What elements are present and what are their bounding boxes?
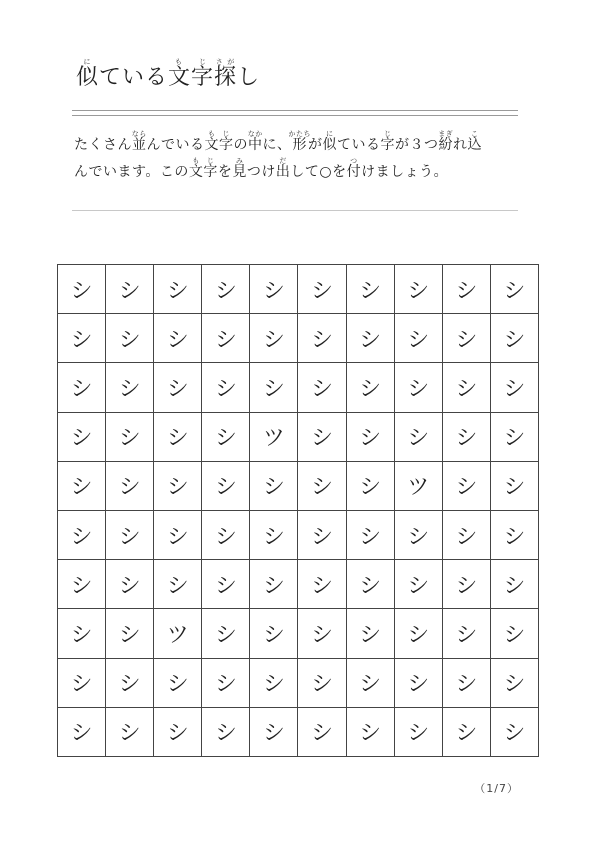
text-run: を [217,164,233,180]
ruby-word: 似に [76,58,100,90]
grid-cell[interactable]: シ [395,659,443,708]
grid-cell[interactable]: シ [202,560,250,609]
ruby-word: 文字もじ [204,130,234,153]
ruby-word: 紛まぎ [438,130,454,153]
grid-cell[interactable]: シ [154,560,202,609]
grid-cell[interactable]: シ [250,511,298,560]
ruby-word: 込こ [467,130,482,153]
text-run: んでいる [146,137,205,153]
furigana: もじ [204,130,234,138]
grid-cell[interactable]: シ [58,363,106,412]
grid-cell[interactable]: シ [58,708,106,757]
grid-cell[interactable]: シ [347,314,395,363]
text-run: んでいます。この [74,164,189,180]
grid-cell[interactable]: シ [154,708,202,757]
ruby-word: 探さが [214,58,238,90]
grid-cell[interactable]: シ [443,462,491,511]
grid-cell[interactable]: シ [298,314,346,363]
grid-cell[interactable]: シ [298,511,346,560]
grid-cell[interactable]: シ [202,462,250,511]
grid-cell[interactable]: シ [395,708,443,757]
text-run: し [237,65,261,90]
grid-cell[interactable]: シ [347,363,395,412]
grid-cell[interactable]: シ [106,609,154,658]
text-run: つけ [246,164,276,180]
page-title [76,58,260,93]
grid-cell[interactable]: シ [395,511,443,560]
grid-cell[interactable]: シ [443,659,491,708]
grid-cell[interactable]: シ [106,560,154,609]
grid-cell[interactable]: シ [202,609,250,658]
grid-cell[interactable]: シ [298,708,346,757]
instructions [74,130,526,184]
grid-cell[interactable]: シ [347,462,395,511]
furigana: もじ [168,58,215,66]
grid-cell[interactable]: シ [106,511,154,560]
grid-cell[interactable]: シ [443,314,491,363]
grid-cell[interactable]: シ [202,314,250,363]
grid-cell[interactable]: シ [154,363,202,412]
grid-cell[interactable]: シ [347,708,395,757]
grid-cell[interactable]: シ [347,560,395,609]
grid-cell[interactable]: シ [395,265,443,314]
text-run: ている [99,65,169,90]
furigana: み [232,157,247,165]
grid-cell[interactable]: シ [154,659,202,708]
grid-cell[interactable]: シ [395,609,443,658]
furigana: まぎ [438,130,454,138]
grid-cell[interactable]: シ [106,265,154,314]
furigana: に [76,58,99,66]
furigana: こ [467,130,482,138]
grid-cell[interactable]: シ [491,708,539,757]
grid-cell[interactable]: シ [491,560,539,609]
grid-cell[interactable]: シ [298,609,346,658]
grid-cell[interactable]: シ [491,462,539,511]
grid-cell[interactable]: シ [106,462,154,511]
furigana: つ [346,157,362,165]
furigana: なら [131,130,147,138]
text-run: の [233,137,248,153]
furigana: じ [380,130,395,138]
grid-cell[interactable]: シ [250,708,298,757]
grid-cell[interactable]: シ [347,511,395,560]
grid-cell[interactable]: シ [202,511,250,560]
grid-cell[interactable]: シ [491,413,539,462]
grid-cell[interactable]: シ [250,314,298,363]
grid-cell[interactable]: シ [58,511,106,560]
instructions-line-1 [74,130,526,157]
grid-cell[interactable]: シ [58,265,106,314]
grid-cell[interactable]: シ [58,462,106,511]
instructions-divider [72,210,518,211]
ruby-word: 字じ [380,130,395,153]
grid-cell[interactable]: シ [250,560,298,609]
grid-cell[interactable]: シ [395,413,443,462]
grid-cell[interactable]: シ [443,511,491,560]
text-run: が [308,137,323,153]
grid-cell[interactable]: シ [491,659,539,708]
grid-cell[interactable]: シ [106,413,154,462]
text-run: れ [453,137,468,153]
title-divider [72,110,518,116]
text-run: けましょう。 [361,164,449,180]
grid-cell[interactable]: シ [443,609,491,658]
character-grid [57,264,539,757]
furigana: さが [214,58,238,66]
text-run: たくさん [74,137,132,153]
grid-cell[interactable]: シ [106,314,154,363]
grid-cell[interactable]: シ [443,265,491,314]
ruby-word: 付つ [346,157,362,180]
page-number: （1/7） [474,782,519,795]
grid-cell[interactable]: シ [443,708,491,757]
furigana: かたち [288,130,311,138]
grid-cell[interactable]: シ [106,363,154,412]
ruby-word: 中なか [247,130,263,153]
grid-cell[interactable]: シ [443,560,491,609]
text-run: が３つ [395,137,439,153]
grid-cell[interactable]: シ [395,314,443,363]
grid-cell[interactable]: シ [202,265,250,314]
grid-cell[interactable]: シ [250,659,298,708]
grid-cell[interactable]: シ [395,363,443,412]
furigana: もじ [188,157,218,165]
grid-cell[interactable]: シ [347,413,395,462]
ruby-word: 文字もじ [168,58,215,90]
ruby-word: 出だ [275,157,291,180]
grid-cell[interactable]: シ [347,609,395,658]
grid-cell[interactable]: シ [250,609,298,658]
grid-cell[interactable]: シ [154,511,202,560]
grid-cell[interactable]: シ [154,462,202,511]
furigana: だ [275,157,291,165]
grid-cell[interactable]: シ [491,363,539,412]
grid-cell[interactable]: シ [250,363,298,412]
grid-cell[interactable]: シ [250,462,298,511]
ruby-word: 並なら [131,130,147,153]
grid-cell[interactable]: シ [298,659,346,708]
ruby-word: 似に [322,130,337,153]
grid-cell[interactable]: シ [491,265,539,314]
grid-cell[interactable]: シ [298,363,346,412]
grid-cell[interactable]: シ [347,265,395,314]
grid-cell[interactable]: シ [298,413,346,462]
grid-cell[interactable]: ツ [250,413,298,462]
grid-cell[interactable]: シ [443,363,491,412]
ruby-word: 見み [232,157,247,180]
grid-cell[interactable]: シ [106,708,154,757]
grid-cell[interactable]: シ [154,314,202,363]
ruby-word: 形かたち [288,130,311,153]
furigana: に [322,130,337,138]
grid-cell[interactable]: シ [491,511,539,560]
grid-cell[interactable]: シ [58,659,106,708]
furigana: なか [247,130,263,138]
grid-cell[interactable]: シ [58,413,106,462]
instructions-line-2 [74,157,526,184]
grid-cell[interactable]: シ [491,609,539,658]
grid-cell[interactable]: シ [443,413,491,462]
grid-cell[interactable]: シ [58,314,106,363]
ruby-word: 文字もじ [188,157,218,180]
grid-cell[interactable]: シ [106,659,154,708]
grid-cell[interactable]: シ [202,708,250,757]
text-run: ている [337,137,381,153]
grid-cell[interactable]: シ [58,560,106,609]
grid-cell[interactable]: シ [347,659,395,708]
grid-cell[interactable]: ツ [154,609,202,658]
grid-cell[interactable]: シ [298,265,346,314]
grid-cell[interactable]: シ [250,265,298,314]
grid-cell[interactable]: シ [58,609,106,658]
text-run: して○を [290,164,347,180]
grid-cell[interactable]: シ [491,314,539,363]
grid-cell[interactable]: シ [202,413,250,462]
grid-cell[interactable]: ツ [395,462,443,511]
grid-cell[interactable]: シ [395,560,443,609]
grid-cell[interactable]: シ [298,560,346,609]
text-run: に、 [262,137,292,153]
grid-cell[interactable]: シ [298,462,346,511]
grid-cell[interactable]: シ [154,265,202,314]
grid-cell[interactable]: シ [202,659,250,708]
grid-cell[interactable]: シ [202,363,250,412]
grid-cell[interactable]: シ [154,413,202,462]
